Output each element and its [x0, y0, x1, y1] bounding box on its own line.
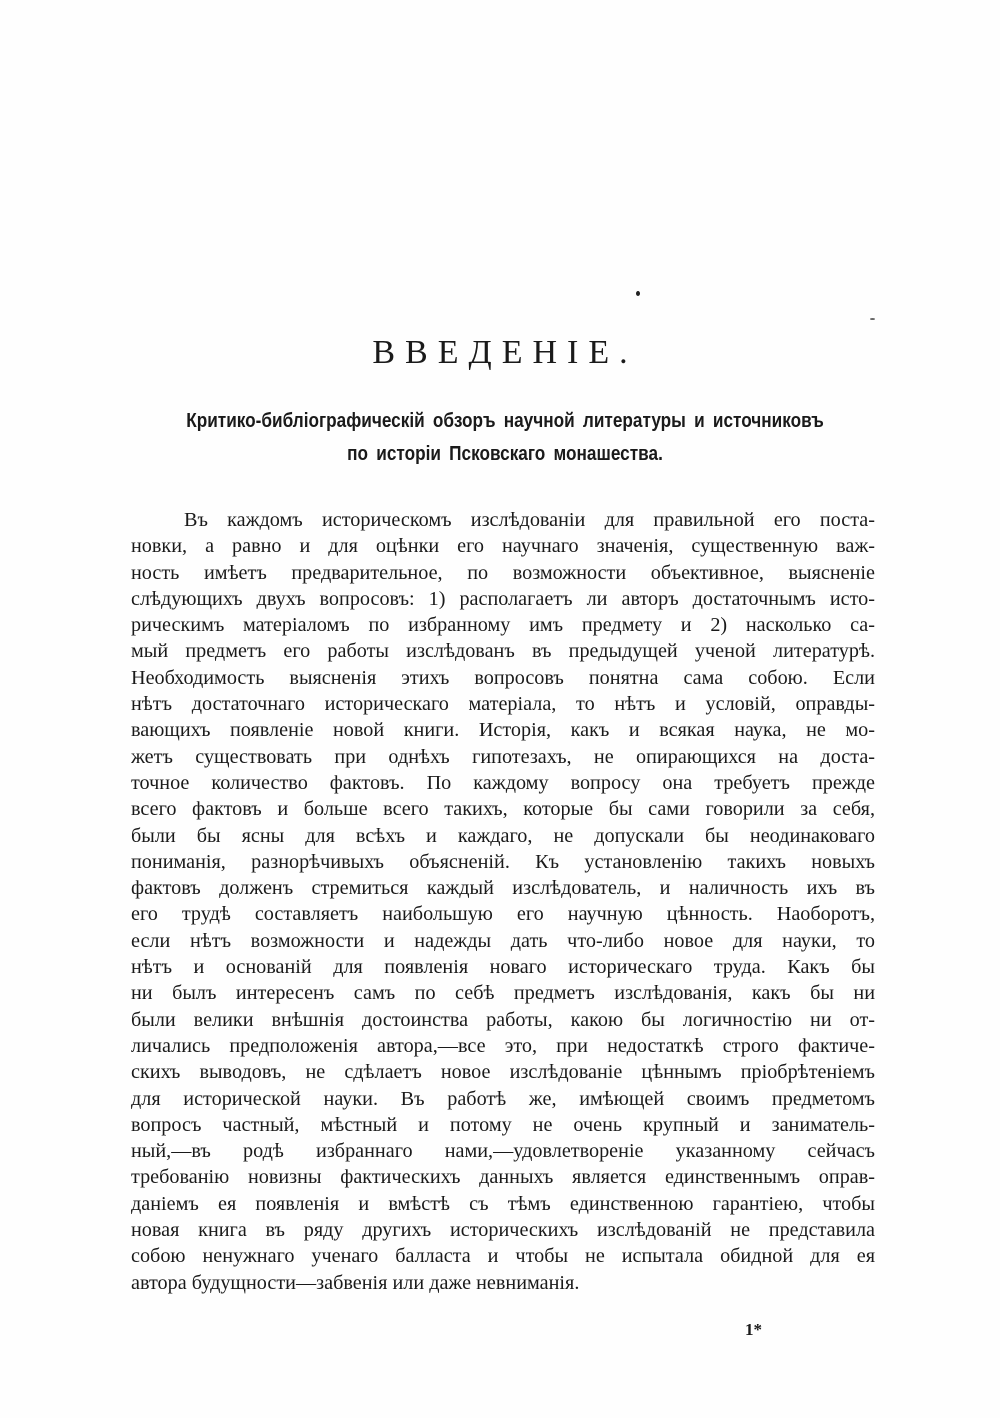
text-line: даніемъ ея появленія и вмѣстѣ съ тѣмъ единственною гарантіею, чтобы	[131, 1192, 875, 1215]
chapter-title: ВВЕДЕНІЕ.	[372, 334, 638, 371]
subtitle-line: Критико-библіографическій обзоръ научной литературы и источниковъ	[186, 410, 824, 432]
text-line: собою ненужнаго ученаго балласта и чтобы не испытала обидной для ея	[131, 1245, 875, 1268]
text-line: всего фактовъ и больше всего такихъ, которые бы сами говорили за себя,	[131, 798, 875, 821]
text-line: Въ каждомъ историческомъ изслѣдованіи для правильной его поста-	[184, 509, 875, 531]
text-line: вопросъ частный, мѣстный и потому не очень крупный и заниматель-	[131, 1113, 875, 1136]
text-line: жетъ существовать при однѣхъ гипотезахъ, не опирающихся на доста-	[131, 745, 875, 768]
text-line: Необходимость выясненія этихъ вопросовъ понятна сама собою. Если	[131, 666, 875, 689]
text-line: были велики внѣшнія достоинства работы, какою бы логичностію ни от-	[131, 1008, 875, 1031]
page-number: 1*	[745, 1320, 762, 1339]
text-line: мый предметъ его работы изслѣдованъ въ предыдущей ученой литературѣ.	[131, 640, 875, 663]
ink-speck	[636, 291, 640, 296]
text-line: вающихъ появленіе новой книги. Исторія, какъ и всякая наука, не мо-	[131, 719, 875, 742]
body-paragraph	[131, 507, 875, 1296]
chapter-subtitle	[183, 405, 828, 471]
text-line: ность имѣетъ предварительное, по возможности объективное, выясненіе	[131, 561, 875, 584]
text-line: скихъ выводовъ, не сдѣлаетъ новое изслѣдованіе цѣннымъ пріобрѣтеніемъ	[131, 1061, 875, 1084]
text-line: ни былъ интересенъ самъ по себѣ предметъ изслѣдованія, какъ бы ни	[131, 982, 875, 1005]
subtitle-line: по исторіи Псковскаго монашества.	[347, 443, 663, 465]
text-line: его трудѣ составляетъ наибольшую его научную цѣнность. Наоборотъ,	[131, 903, 875, 926]
text-line: ный,—въ родѣ избраннаго нами,—удовлетвореніе указанному сейчасъ	[131, 1140, 875, 1163]
text-line: новки, а равно и для оцѣнки его научнаго значенія, существенную важ-	[131, 535, 875, 558]
text-line: точное количество фактовъ. По каждому вопросу она требуетъ прежде	[131, 771, 875, 794]
text-line: личались предположенія автора,—все это, при недостаткѣ строго фактиче-	[131, 1034, 875, 1057]
text-line: автора будущности—забвенія или даже невниманія.	[131, 1271, 580, 1294]
text-line: новая книга въ ряду другихъ историческихъ изслѣдованій не представила	[131, 1219, 875, 1242]
ink-speck	[870, 318, 875, 320]
text-line: фактовъ долженъ стремиться каждый изслѣдователь, и наличность ихъ въ	[131, 877, 875, 900]
text-line: для исторической науки. Въ работѣ же, имѣющей своимъ предметомъ	[131, 1087, 875, 1110]
text-line: пониманія, разнорѣчивыхъ объясненій. Къ установленію такихъ новыхъ	[131, 850, 875, 873]
text-line: требованію новизны фактическихъ данныхъ является единственнымъ оправ-	[131, 1166, 875, 1189]
text-line: нѣтъ достаточнаго историческаго матеріала, то нѣтъ и условій, оправды-	[131, 693, 875, 716]
text-line: слѣдующихъ двухъ вопросовъ: 1) располагаетъ ли авторъ достаточнымъ исто-	[131, 587, 875, 610]
text-line: рическимъ матеріаломъ по избранному имъ предмету и 2) насколько са-	[131, 614, 875, 637]
text-line: были бы ясны для всѣхъ и каждаго, не допускали бы неодинаковаго	[131, 824, 875, 847]
text-line: если нѣтъ возможности и надежды дать что-либо новое для науки, то	[131, 929, 875, 952]
text-line: нѣтъ и основаній для появленія новаго историческаго труда. Какъ бы	[131, 956, 875, 979]
